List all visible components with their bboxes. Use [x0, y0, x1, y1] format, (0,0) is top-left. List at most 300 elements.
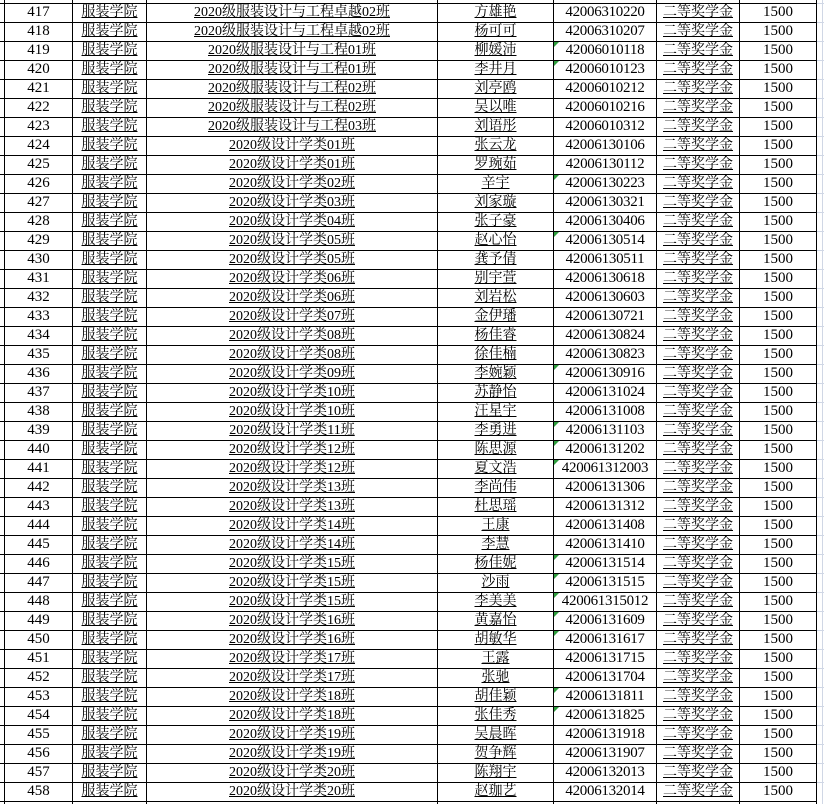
student-name-cell[interactable]: 杜思瑶	[438, 498, 554, 516]
row-number-cell[interactable]: 417	[5, 4, 73, 22]
amount-cell[interactable]: 1500	[740, 536, 817, 554]
class-name-cell[interactable]: 2020级设计学类05班	[147, 251, 438, 269]
row-number-cell[interactable]: 452	[5, 669, 73, 687]
class-name-cell[interactable]: 2020级设计学类19班	[147, 745, 438, 763]
award-level-cell[interactable]: 二等奖学金	[657, 460, 740, 478]
amount-cell[interactable]: 1500	[740, 783, 817, 801]
student-id-cell[interactable]	[554, 574, 657, 592]
college-cell[interactable]: 服装学院	[73, 479, 147, 497]
student-name-cell[interactable]: 赵心怡	[438, 232, 554, 250]
row-number-cell[interactable]: 448	[5, 593, 73, 611]
row-number-cell[interactable]: 424	[5, 137, 73, 155]
row-number-cell[interactable]: 422	[5, 99, 73, 117]
row-number-cell[interactable]: 431	[5, 270, 73, 288]
college-cell[interactable]: 服装学院	[73, 517, 147, 535]
row-number-cell[interactable]: 423	[5, 118, 73, 136]
award-level-cell[interactable]: 二等奖学金	[657, 232, 740, 250]
award-level-cell[interactable]: 二等奖学金	[657, 175, 740, 193]
college-cell[interactable]: 服装学院	[73, 99, 147, 117]
student-id-cell[interactable]	[554, 650, 657, 668]
amount-cell[interactable]: 1500	[740, 4, 817, 22]
amount-cell[interactable]: 1500	[740, 479, 817, 497]
class-name-cell[interactable]: 2020级设计学类13班	[147, 479, 438, 497]
amount-cell[interactable]: 1500	[740, 498, 817, 516]
student-id-cell[interactable]	[554, 251, 657, 269]
class-name-cell[interactable]: 2020级设计学类18班	[147, 688, 438, 706]
student-name-cell[interactable]: 别宇萱	[438, 270, 554, 288]
amount-cell[interactable]: 1500	[740, 422, 817, 440]
student-id-cell[interactable]	[554, 137, 657, 155]
award-level-cell[interactable]: 二等奖学金	[657, 194, 740, 212]
student-id-cell[interactable]	[554, 4, 657, 22]
row-number-cell[interactable]: 441	[5, 460, 73, 478]
amount-cell[interactable]: 1500	[740, 270, 817, 288]
college-cell[interactable]: 服装学院	[73, 441, 147, 459]
student-name-cell[interactable]: 金伊璠	[438, 308, 554, 326]
student-id-cell[interactable]	[554, 99, 657, 117]
student-id-cell[interactable]	[554, 289, 657, 307]
student-name-cell[interactable]: 陈翔宇	[438, 764, 554, 782]
student-name-cell[interactable]: 张云龙	[438, 137, 554, 155]
amount-cell[interactable]: 1500	[740, 61, 817, 79]
student-id-cell[interactable]	[554, 688, 657, 706]
row-number-cell[interactable]: 418	[5, 23, 73, 41]
amount-cell[interactable]: 1500	[740, 460, 817, 478]
class-name-cell[interactable]: 2020级服装设计与工程02班	[147, 99, 438, 117]
row-number-cell[interactable]: 437	[5, 384, 73, 402]
college-cell[interactable]	[73, 0, 147, 3]
student-name-cell[interactable]: 吴以唯	[438, 99, 554, 117]
student-name-cell[interactable]: 杨佳睿	[438, 327, 554, 345]
college-cell[interactable]: 服装学院	[73, 783, 147, 801]
student-id-cell[interactable]	[554, 80, 657, 98]
amount-cell[interactable]: 1500	[740, 555, 817, 573]
student-id-cell[interactable]	[554, 669, 657, 687]
college-cell[interactable]: 服装学院	[73, 346, 147, 364]
class-name-cell[interactable]: 2020级设计学类11班	[147, 422, 438, 440]
student-id-cell[interactable]	[554, 764, 657, 782]
class-name-cell[interactable]: 2020级设计学类09班	[147, 365, 438, 383]
award-level-cell[interactable]: 二等奖学金	[657, 4, 740, 22]
class-name-cell[interactable]: 2020级设计学类15班	[147, 555, 438, 573]
award-level-cell[interactable]: 二等奖学金	[657, 422, 740, 440]
award-level-cell[interactable]: 二等奖学金	[657, 574, 740, 592]
class-name-cell[interactable]: 2020级设计学类19班	[147, 726, 438, 744]
class-name-cell[interactable]: 2020级设计学类05班	[147, 232, 438, 250]
row-number-cell[interactable]: 458	[5, 783, 73, 801]
row-number-cell[interactable]: 438	[5, 403, 73, 421]
student-id-cell[interactable]	[554, 308, 657, 326]
class-name-cell[interactable]: 2020级设计学类01班	[147, 156, 438, 174]
row-number-cell[interactable]: 429	[5, 232, 73, 250]
award-level-cell[interactable]: 二等奖学金	[657, 783, 740, 801]
class-name-cell[interactable]: 2020级服装设计与工程01班	[147, 61, 438, 79]
college-cell[interactable]: 服装学院	[73, 403, 147, 421]
student-id-cell[interactable]	[554, 327, 657, 345]
amount-cell[interactable]: 1500	[740, 175, 817, 193]
student-name-cell[interactable]: 陈思源	[438, 441, 554, 459]
award-level-cell[interactable]: 二等奖学金	[657, 707, 740, 725]
award-level-cell[interactable]: 二等奖学金	[657, 365, 740, 383]
row-number-cell[interactable]: 433	[5, 308, 73, 326]
student-id-cell[interactable]	[554, 61, 657, 79]
row-number-cell[interactable]: 451	[5, 650, 73, 668]
award-level-cell[interactable]: 二等奖学金	[657, 42, 740, 60]
row-number-cell[interactable]: 449	[5, 612, 73, 630]
student-name-cell[interactable]: 赵珈艺	[438, 783, 554, 801]
college-cell[interactable]: 服装学院	[73, 707, 147, 725]
amount-cell[interactable]: 1500	[740, 327, 817, 345]
college-cell[interactable]: 服装学院	[73, 4, 147, 22]
row-number-cell[interactable]: 427	[5, 194, 73, 212]
class-name-cell[interactable]: 2020级设计学类06班	[147, 270, 438, 288]
student-id-cell[interactable]	[554, 270, 657, 288]
student-name-cell[interactable]: 李美美	[438, 593, 554, 611]
student-name-cell[interactable]: 李井月	[438, 61, 554, 79]
student-name-cell[interactable]: 王康	[438, 517, 554, 535]
row-number-cell[interactable]: 444	[5, 517, 73, 535]
class-name-cell[interactable]: 2020级设计学类14班	[147, 517, 438, 535]
class-name-cell[interactable]: 2020级服装设计与工程01班	[147, 42, 438, 60]
row-number-cell[interactable]: 440	[5, 441, 73, 459]
student-id-cell[interactable]	[554, 612, 657, 630]
class-name-cell[interactable]: 2020级设计学类15班	[147, 593, 438, 611]
class-name-cell[interactable]: 2020级设计学类03班	[147, 194, 438, 212]
college-cell[interactable]: 服装学院	[73, 42, 147, 60]
class-name-cell[interactable]: 2020级设计学类07班	[147, 308, 438, 326]
college-cell[interactable]: 服装学院	[73, 156, 147, 174]
class-name-cell[interactable]: 2020级设计学类10班	[147, 384, 438, 402]
row-number-cell[interactable]: 446	[5, 555, 73, 573]
amount-cell[interactable]: 1500	[740, 232, 817, 250]
college-cell[interactable]: 服装学院	[73, 631, 147, 649]
student-name-cell[interactable]: 刘语彤	[438, 118, 554, 136]
class-name-cell[interactable]: 2020级设计学类20班	[147, 783, 438, 801]
award-level-cell[interactable]: 二等奖学金	[657, 631, 740, 649]
student-name-cell[interactable]: 张子豪	[438, 213, 554, 231]
award-level-cell[interactable]: 二等奖学金	[657, 289, 740, 307]
amount-cell[interactable]: 1500	[740, 650, 817, 668]
student-id-cell[interactable]	[554, 365, 657, 383]
student-name-cell[interactable]: 夏文浩	[438, 460, 554, 478]
row-number-cell[interactable]: 435	[5, 346, 73, 364]
row-number-cell[interactable]: 447	[5, 574, 73, 592]
amount-cell[interactable]: 1500	[740, 23, 817, 41]
amount-cell[interactable]: 1500	[740, 593, 817, 611]
college-cell[interactable]: 服装学院	[73, 688, 147, 706]
class-name-cell[interactable]: 2020级设计学类10班	[147, 403, 438, 421]
student-id-cell[interactable]	[554, 422, 657, 440]
student-name-cell[interactable]: 黄嘉怡	[438, 612, 554, 630]
college-cell[interactable]: 服装学院	[73, 650, 147, 668]
student-name-cell[interactable]: 徐佳楠	[438, 346, 554, 364]
award-level-cell[interactable]: 二等奖学金	[657, 118, 740, 136]
award-level-cell[interactable]: 二等奖学金	[657, 403, 740, 421]
class-name-cell[interactable]: 2020级设计学类17班	[147, 650, 438, 668]
amount-cell[interactable]: 1500	[740, 612, 817, 630]
student-id-cell[interactable]	[554, 783, 657, 801]
amount-cell[interactable]: 1500	[740, 669, 817, 687]
row-number-cell[interactable]: 454	[5, 707, 73, 725]
award-level-cell[interactable]: 二等奖学金	[657, 80, 740, 98]
student-id-cell[interactable]	[554, 346, 657, 364]
student-id-cell[interactable]	[554, 593, 657, 611]
amount-cell[interactable]: 1500	[740, 99, 817, 117]
college-cell[interactable]: 服装学院	[73, 232, 147, 250]
college-cell[interactable]: 服装学院	[73, 365, 147, 383]
student-name-cell[interactable]: 柳媛沛	[438, 42, 554, 60]
class-name-cell[interactable]: 2020级设计学类14班	[147, 536, 438, 554]
award-level-cell[interactable]: 二等奖学金	[657, 612, 740, 630]
student-name-cell[interactable]: 杨佳妮	[438, 555, 554, 573]
amount-cell[interactable]: 1500	[740, 745, 817, 763]
row-number-cell[interactable]: 439	[5, 422, 73, 440]
college-cell[interactable]: 服装学院	[73, 327, 147, 345]
award-level-cell[interactable]: 二等奖学金	[657, 650, 740, 668]
student-id-cell[interactable]	[554, 213, 657, 231]
student-id-cell[interactable]	[554, 441, 657, 459]
college-cell[interactable]: 服装学院	[73, 574, 147, 592]
amount-cell[interactable]: 1500	[740, 308, 817, 326]
student-name-cell[interactable]: 辛宇	[438, 175, 554, 193]
class-name-cell[interactable]	[147, 0, 438, 3]
college-cell[interactable]: 服装学院	[73, 251, 147, 269]
student-name-cell[interactable]: 刘岩松	[438, 289, 554, 307]
class-name-cell[interactable]: 2020级设计学类02班	[147, 175, 438, 193]
row-number-cell[interactable]: 421	[5, 80, 73, 98]
amount-cell[interactable]: 1500	[740, 251, 817, 269]
class-name-cell[interactable]: 2020级服装设计与工程03班	[147, 118, 438, 136]
college-cell[interactable]: 服装学院	[73, 726, 147, 744]
row-number-cell[interactable]: 434	[5, 327, 73, 345]
award-level-cell[interactable]: 二等奖学金	[657, 441, 740, 459]
college-cell[interactable]: 服装学院	[73, 422, 147, 440]
college-cell[interactable]: 服装学院	[73, 175, 147, 193]
award-level-cell[interactable]: 二等奖学金	[657, 99, 740, 117]
award-level-cell[interactable]: 二等奖学金	[657, 536, 740, 554]
student-name-cell[interactable]: 李慧	[438, 536, 554, 554]
student-name-cell[interactable]: 罗琬茹	[438, 156, 554, 174]
student-name-cell[interactable]: 张佳秀	[438, 707, 554, 725]
amount-cell[interactable]: 1500	[740, 384, 817, 402]
amount-cell[interactable]: 1500	[740, 365, 817, 383]
student-id-cell[interactable]	[554, 194, 657, 212]
award-level-cell[interactable]: 二等奖学金	[657, 688, 740, 706]
award-level-cell[interactable]: 二等奖学金	[657, 23, 740, 41]
row-number-cell[interactable]: 442	[5, 479, 73, 497]
student-name-cell[interactable]: 李婉颖	[438, 365, 554, 383]
row-number-cell[interactable]: 432	[5, 289, 73, 307]
college-cell[interactable]: 服装学院	[73, 536, 147, 554]
student-id-cell[interactable]	[554, 707, 657, 725]
student-name-cell[interactable]: 方雄艳	[438, 4, 554, 22]
amount-cell[interactable]: 1500	[740, 726, 817, 744]
amount-cell[interactable]: 1500	[740, 289, 817, 307]
student-id-cell[interactable]	[554, 232, 657, 250]
student-id-cell[interactable]	[554, 536, 657, 554]
class-name-cell[interactable]: 2020级设计学类13班	[147, 498, 438, 516]
class-name-cell[interactable]: 2020级设计学类12班	[147, 460, 438, 478]
college-cell[interactable]: 服装学院	[73, 308, 147, 326]
student-name-cell[interactable]: 李尚伟	[438, 479, 554, 497]
college-cell[interactable]: 服装学院	[73, 194, 147, 212]
award-level-cell[interactable]: 二等奖学金	[657, 555, 740, 573]
class-name-cell[interactable]: 2020级服装设计与工程卓越02班	[147, 4, 438, 22]
amount-cell[interactable]	[740, 0, 817, 3]
amount-cell[interactable]: 1500	[740, 156, 817, 174]
student-name-cell[interactable]: 胡敏华	[438, 631, 554, 649]
student-id-cell[interactable]	[554, 555, 657, 573]
row-number-cell[interactable]: 430	[5, 251, 73, 269]
class-name-cell[interactable]: 2020级设计学类20班	[147, 764, 438, 782]
award-level-cell[interactable]: 二等奖学金	[657, 593, 740, 611]
amount-cell[interactable]: 1500	[740, 517, 817, 535]
student-name-cell[interactable]: 王露	[438, 650, 554, 668]
award-level-cell[interactable]: 二等奖学金	[657, 270, 740, 288]
award-level-cell[interactable]: 二等奖学金	[657, 479, 740, 497]
row-number-cell[interactable]: 436	[5, 365, 73, 383]
amount-cell[interactable]: 1500	[740, 688, 817, 706]
college-cell[interactable]: 服装学院	[73, 460, 147, 478]
college-cell[interactable]: 服装学院	[73, 555, 147, 573]
college-cell[interactable]: 服装学院	[73, 593, 147, 611]
student-name-cell[interactable]: 张驰	[438, 669, 554, 687]
college-cell[interactable]: 服装学院	[73, 669, 147, 687]
student-name-cell[interactable]: 吴晨晖	[438, 726, 554, 744]
amount-cell[interactable]: 1500	[740, 80, 817, 98]
student-name-cell[interactable]	[438, 0, 554, 3]
row-number-cell[interactable]: 455	[5, 726, 73, 744]
row-number-cell[interactable]: 457	[5, 764, 73, 782]
award-level-cell[interactable]: 二等奖学金	[657, 764, 740, 782]
student-name-cell[interactable]: 李勇进	[438, 422, 554, 440]
student-id-cell[interactable]	[554, 156, 657, 174]
class-name-cell[interactable]: 2020级设计学类16班	[147, 631, 438, 649]
amount-cell[interactable]: 1500	[740, 707, 817, 725]
amount-cell[interactable]: 1500	[740, 403, 817, 421]
row-number-cell[interactable]: 445	[5, 536, 73, 554]
amount-cell[interactable]: 1500	[740, 137, 817, 155]
student-name-cell[interactable]: 刘亭鸥	[438, 80, 554, 98]
student-id-cell[interactable]	[554, 745, 657, 763]
student-name-cell[interactable]: 刘家璇	[438, 194, 554, 212]
student-name-cell[interactable]: 杨可可	[438, 23, 554, 41]
class-name-cell[interactable]: 2020级服装设计与工程02班	[147, 80, 438, 98]
class-name-cell[interactable]: 2020级设计学类16班	[147, 612, 438, 630]
student-id-cell[interactable]	[554, 403, 657, 421]
student-id-cell[interactable]	[554, 498, 657, 516]
amount-cell[interactable]: 1500	[740, 213, 817, 231]
award-level-cell[interactable]: 二等奖学金	[657, 137, 740, 155]
student-id-cell[interactable]	[554, 118, 657, 136]
row-number-cell[interactable]: 453	[5, 688, 73, 706]
award-level-cell[interactable]: 二等奖学金	[657, 669, 740, 687]
college-cell[interactable]: 服装学院	[73, 270, 147, 288]
row-number-cell[interactable]: 426	[5, 175, 73, 193]
student-name-cell[interactable]: 胡佳颖	[438, 688, 554, 706]
class-name-cell[interactable]: 2020级设计学类08班	[147, 346, 438, 364]
student-name-cell[interactable]: 沙雨	[438, 574, 554, 592]
award-level-cell[interactable]: 二等奖学金	[657, 251, 740, 269]
college-cell[interactable]: 服装学院	[73, 80, 147, 98]
row-number-cell[interactable]: 450	[5, 631, 73, 649]
award-level-cell[interactable]: 二等奖学金	[657, 213, 740, 231]
student-name-cell[interactable]: 汪星宇	[438, 403, 554, 421]
row-number-cell[interactable]: 443	[5, 498, 73, 516]
college-cell[interactable]: 服装学院	[73, 61, 147, 79]
student-id-cell[interactable]	[554, 479, 657, 497]
amount-cell[interactable]: 1500	[740, 194, 817, 212]
row-number-cell[interactable]	[5, 0, 73, 3]
student-id-cell[interactable]	[554, 726, 657, 744]
award-level-cell[interactable]: 二等奖学金	[657, 498, 740, 516]
student-name-cell[interactable]: 龚予倩	[438, 251, 554, 269]
amount-cell[interactable]: 1500	[740, 764, 817, 782]
row-number-cell[interactable]: 419	[5, 42, 73, 60]
student-name-cell[interactable]: 贺争辉	[438, 745, 554, 763]
college-cell[interactable]: 服装学院	[73, 289, 147, 307]
class-name-cell[interactable]: 2020级设计学类08班	[147, 327, 438, 345]
class-name-cell[interactable]: 2020级设计学类18班	[147, 707, 438, 725]
student-id-cell[interactable]	[554, 0, 657, 3]
amount-cell[interactable]: 1500	[740, 346, 817, 364]
student-id-cell[interactable]	[554, 175, 657, 193]
award-level-cell[interactable]: 二等奖学金	[657, 745, 740, 763]
college-cell[interactable]: 服装学院	[73, 764, 147, 782]
class-name-cell[interactable]: 2020级服装设计与工程卓越02班	[147, 23, 438, 41]
student-id-cell[interactable]	[554, 23, 657, 41]
college-cell[interactable]: 服装学院	[73, 745, 147, 763]
class-name-cell[interactable]: 2020级设计学类01班	[147, 137, 438, 155]
row-number-cell[interactable]: 425	[5, 156, 73, 174]
student-id-cell[interactable]	[554, 517, 657, 535]
row-number-cell[interactable]: 428	[5, 213, 73, 231]
class-name-cell[interactable]: 2020级设计学类12班	[147, 441, 438, 459]
student-id-cell[interactable]	[554, 631, 657, 649]
amount-cell[interactable]: 1500	[740, 441, 817, 459]
row-number-cell[interactable]: 420	[5, 61, 73, 79]
row-number-cell[interactable]: 456	[5, 745, 73, 763]
award-level-cell[interactable]: 二等奖学金	[657, 61, 740, 79]
student-id-cell[interactable]	[554, 460, 657, 478]
student-name-cell[interactable]: 苏静怡	[438, 384, 554, 402]
award-level-cell[interactable]: 二等奖学金	[657, 517, 740, 535]
class-name-cell[interactable]: 2020级设计学类15班	[147, 574, 438, 592]
college-cell[interactable]: 服装学院	[73, 23, 147, 41]
class-name-cell[interactable]: 2020级设计学类04班	[147, 213, 438, 231]
award-level-cell[interactable]: 二等奖学金	[657, 308, 740, 326]
college-cell[interactable]: 服装学院	[73, 213, 147, 231]
award-level-cell[interactable]: 二等奖学金	[657, 384, 740, 402]
class-name-cell[interactable]: 2020级设计学类17班	[147, 669, 438, 687]
student-id-cell[interactable]	[554, 384, 657, 402]
award-level-cell[interactable]	[657, 0, 740, 3]
student-id-cell[interactable]	[554, 42, 657, 60]
college-cell[interactable]: 服装学院	[73, 118, 147, 136]
award-level-cell[interactable]: 二等奖学金	[657, 726, 740, 744]
amount-cell[interactable]: 1500	[740, 631, 817, 649]
college-cell[interactable]: 服装学院	[73, 137, 147, 155]
amount-cell[interactable]: 1500	[740, 118, 817, 136]
college-cell[interactable]: 服装学院	[73, 498, 147, 516]
class-name-cell[interactable]: 2020级设计学类06班	[147, 289, 438, 307]
award-level-cell[interactable]: 二等奖学金	[657, 346, 740, 364]
amount-cell[interactable]: 1500	[740, 574, 817, 592]
college-cell[interactable]: 服装学院	[73, 612, 147, 630]
amount-cell[interactable]: 1500	[740, 42, 817, 60]
award-level-cell[interactable]: 二等奖学金	[657, 327, 740, 345]
college-cell[interactable]: 服装学院	[73, 384, 147, 402]
